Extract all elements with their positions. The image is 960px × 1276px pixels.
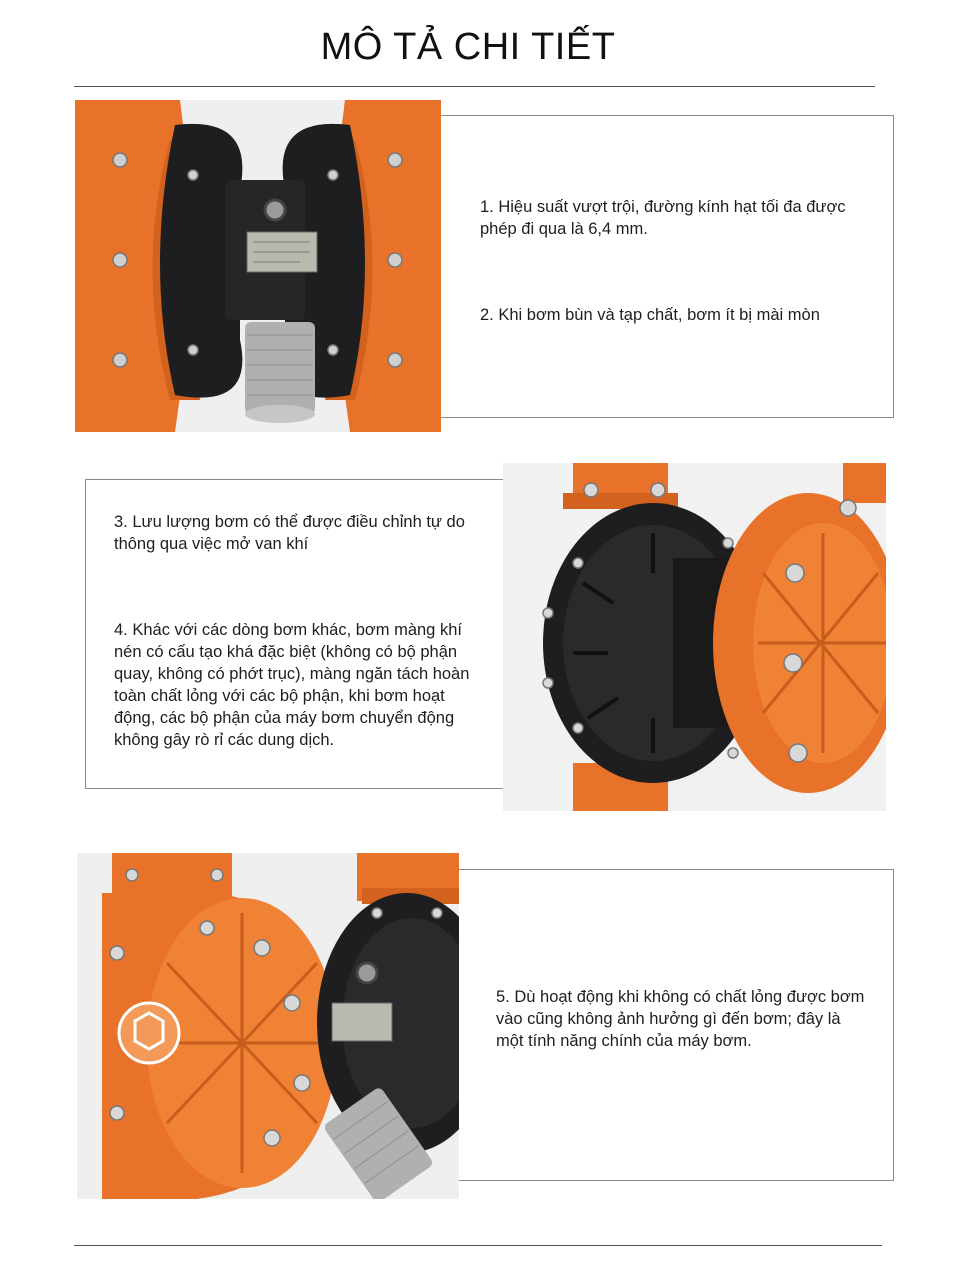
feature-item-1: 1. Hiệu suất vượt trội, đường kính hạt tối đa được phép đi qua là 6,4 mm. xyxy=(480,198,846,238)
pump-photo-angle xyxy=(77,853,459,1199)
feature-item-2: 2. Khi bơm bùn và tạp chất, bơm ít bị mài mòn xyxy=(480,306,820,324)
pump-photo-side xyxy=(503,463,886,811)
feature-box-1 xyxy=(440,115,894,418)
pump-photo-front xyxy=(75,100,441,432)
bottom-divider xyxy=(74,1245,882,1246)
page-title: MÔ TẢ CHI TIẾT xyxy=(320,26,616,68)
feature-item-3: 3. Lưu lượng bơm có thể được điều chỉnh tự do thông qua việc mở van khí xyxy=(114,513,465,553)
feature-item-5: 5. Dù hoạt động khi không có chất lỏng được bơm vào cũng không ảnh hưởng gì đến bơm; đây là một tính năng chính của máy bơm. xyxy=(496,988,865,1050)
feature-item-4: 4. Khác với các dòng bơm khác, bơm màng khí nén có cấu tạo khá đặc biệt (không có bộ phận quay, không có phớt trục), màng ngăn tách hoàn toàn chất lỏng với các bộ phận, khi bơm hoạt động, các bộ phận của máy bơm chuyển động không gây rò rỉ các dung dịch. xyxy=(114,621,470,749)
title-divider xyxy=(74,86,875,87)
